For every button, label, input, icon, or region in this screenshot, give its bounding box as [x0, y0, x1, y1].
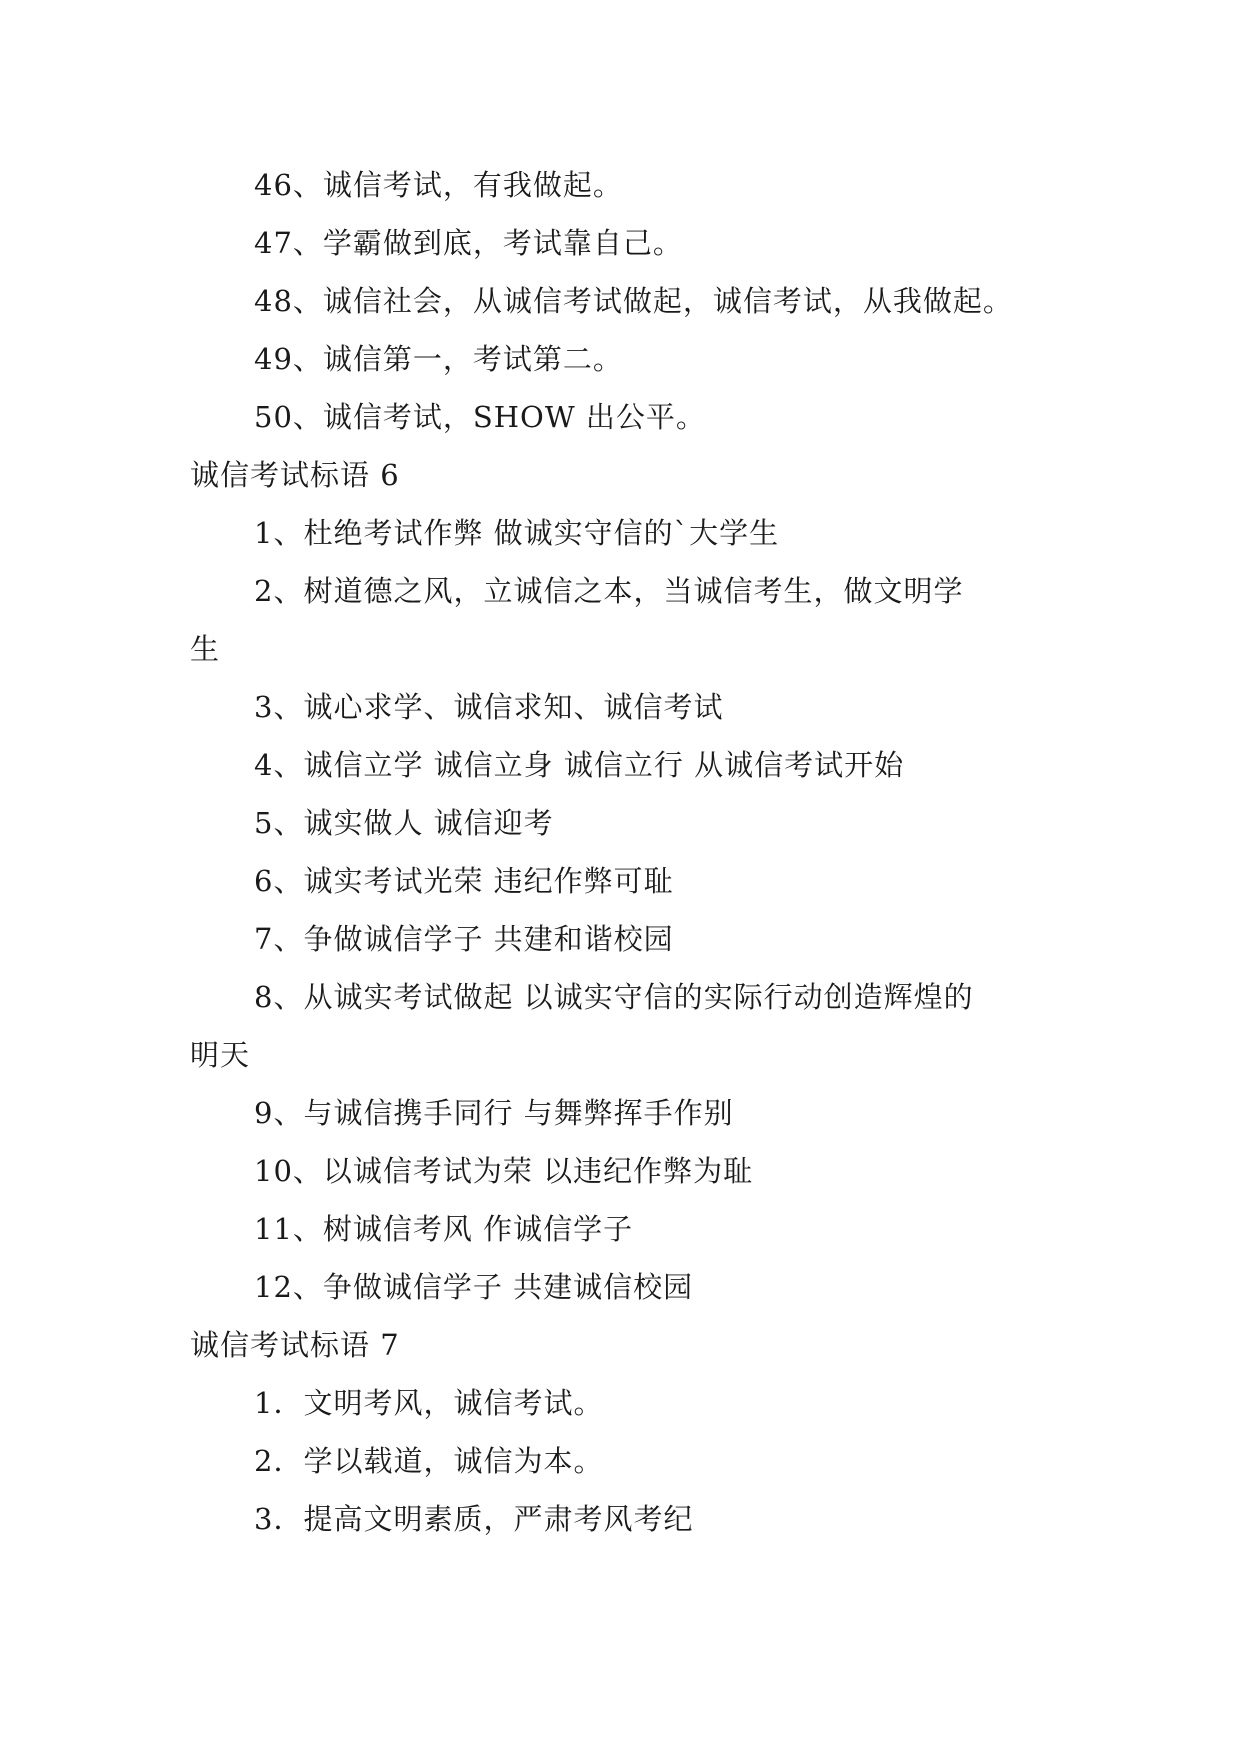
slogan-6-8: 8、从诚实考试做起 以诚实守信的实际行动创造辉煌的 [254, 980, 974, 1014]
slogan-6-5: 5、诚实做人 诚信迎考 [254, 806, 554, 840]
slogan-6-2-continued: 生 [190, 632, 221, 666]
slogan-6-2: 2、树道德之风，立诚信之本，当诚信考生，做文明学 [254, 574, 964, 608]
slogan-6-11: 11、树诚信考风 作诚信学子 [254, 1212, 634, 1246]
slogan-48: 48、诚信社会，从诚信考试做起，诚信考试，从我做起。 [254, 284, 1013, 318]
section-heading-6: 诚信考试标语 6 [190, 458, 400, 492]
slogan-7-1: 1．文明考风，诚信考试。 [254, 1386, 604, 1420]
slogan-6-4: 4、诚信立学 诚信立身 诚信立行 从诚信考试开始 [254, 748, 905, 782]
slogan-7-2: 2．学以载道，诚信为本。 [254, 1444, 604, 1478]
slogan-6-12: 12、争做诚信学子 共建诚信校园 [254, 1270, 694, 1304]
slogan-7-3: 3．提高文明素质，严肃考风考纪 [254, 1502, 694, 1536]
slogan-6-9: 9、与诚信携手同行 与舞弊挥手作别 [254, 1096, 734, 1130]
section-heading-7: 诚信考试标语 7 [190, 1328, 400, 1362]
slogan-6-7: 7、争做诚信学子 共建和谐校园 [254, 922, 674, 956]
slogan-46: 46、诚信考试，有我做起。 [254, 168, 623, 202]
slogan-6-1: 1、杜绝考试作弊 做诚实守信的`大学生 [254, 516, 780, 550]
slogan-6-8-continued: 明天 [190, 1038, 251, 1072]
slogan-6-6: 6、诚实考试光荣 违纪作弊可耻 [254, 864, 674, 898]
slogan-50: 50、诚信考试，SHOW 出公平。 [254, 400, 706, 434]
slogan-6-10: 10、以诚信考试为荣 以违纪作弊为耻 [254, 1154, 754, 1188]
slogan-6-3: 3、诚心求学、诚信求知、诚信考试 [254, 690, 724, 724]
slogan-47: 47、学霸做到底，考试靠自己。 [254, 226, 683, 260]
slogan-49: 49、诚信第一，考试第二。 [254, 342, 623, 376]
